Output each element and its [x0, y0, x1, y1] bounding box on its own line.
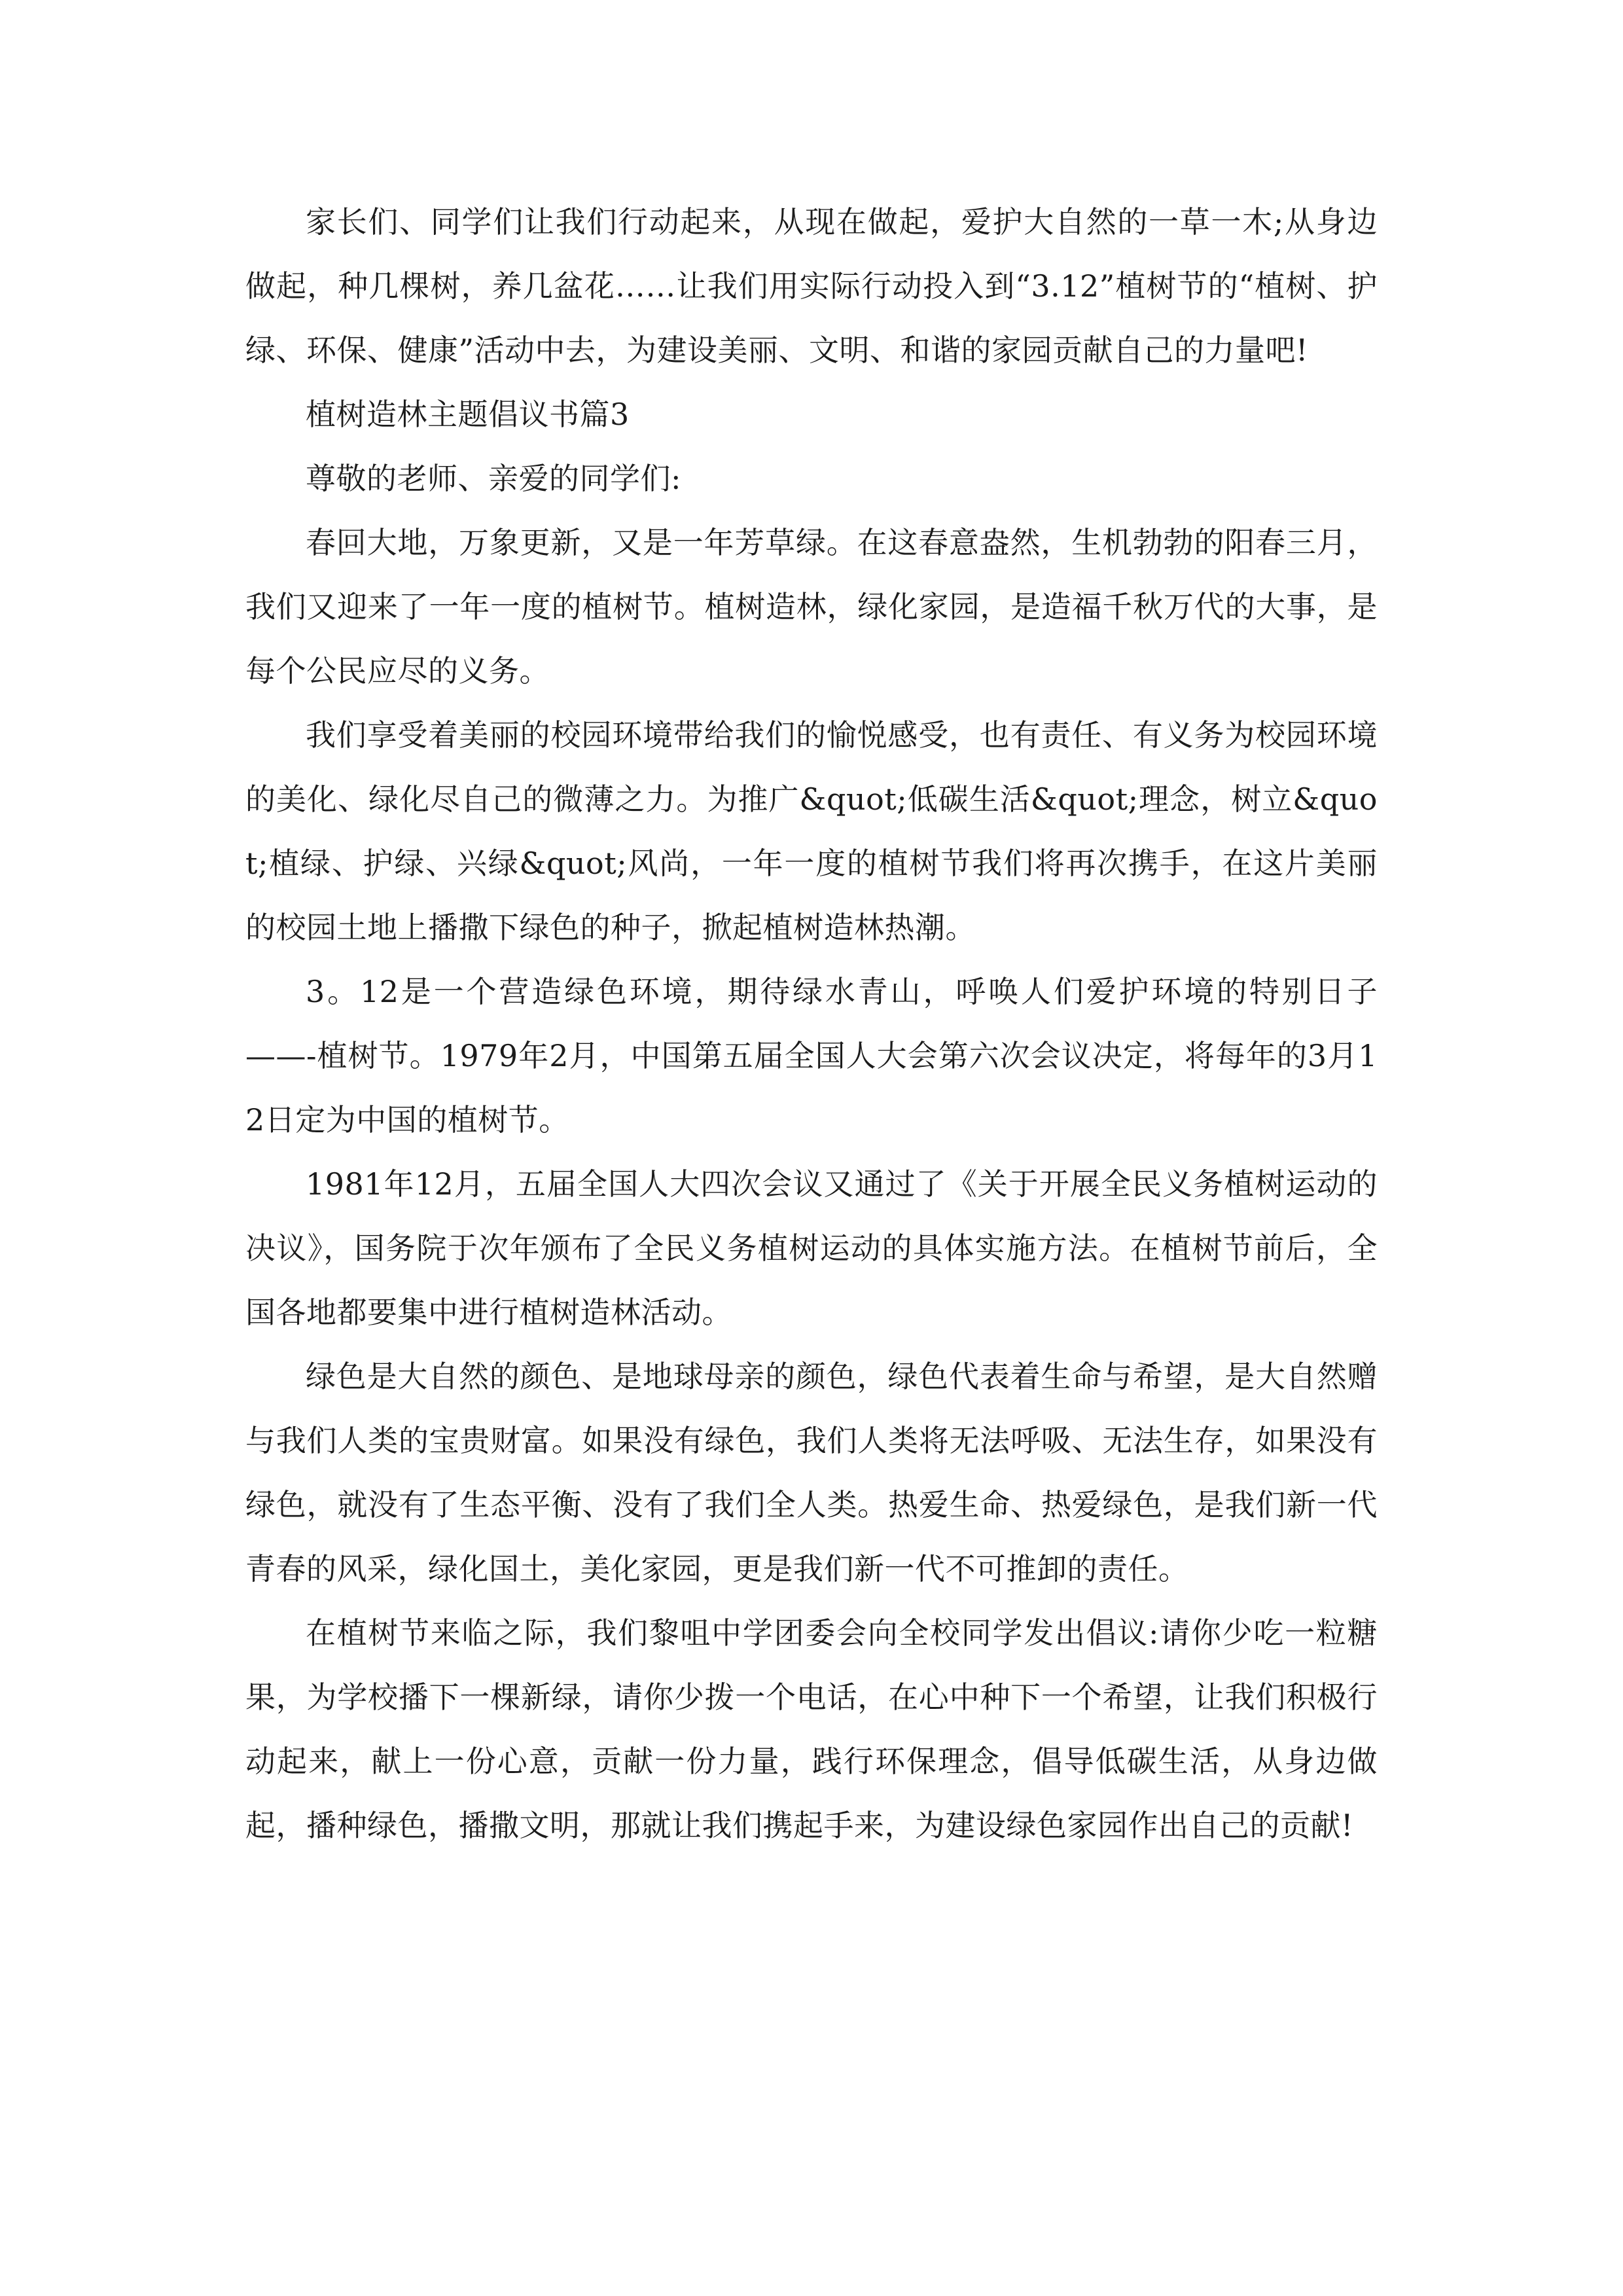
paragraph-campus: 我们享受着美丽的校园环境带给我们的愉悦感受，也有责任、有义务为校园环境的美化、绿化尽自己的微薄之力。为推广&quot;低碳生活&quot;理念，树立&quot;植绿、护绿、兴绿&quot;风尚，一年一度的植树节我们将再次携手，在这片美丽的校园土地上播撒下绿色的种子，掀起植树造林热潮。: [245, 717, 1378, 945]
document-body: [245, 190, 1378, 1857]
section-heading: 植树造林主题倡议书篇3: [306, 397, 630, 432]
paragraph-arbor-day: 3。12是一个营造绿色环境，期待绿水青山，呼唤人们爱护环境的特别日子——-植树节。1979年2月，中国第五届全国人大会第六次会议决定，将每年的3月12日定为中国的植树节。: [245, 974, 1378, 1138]
paragraph-closing-call: 家长们、同学们让我们行动起来，从现在做起，爱护大自然的一草一木;从身边做起，种几棵树，养几盆花……让我们用实际行动投入到“3.12”植树节的“植树、护绿、环保、健康”活动中去，为建设美丽、文明、和谐的家园贡献自己的力量吧!: [245, 204, 1378, 368]
salutation: 尊敬的老师、亲爱的同学们:: [306, 461, 681, 496]
paragraph-spring: 春回大地，万象更新，又是一年芳草绿。在这春意盎然，生机勃勃的阳春三月，我们又迎来了一年一度的植树节。植树造林，绿化家园，是造福千秋万代的大事，是每个公民应尽的义务。: [245, 525, 1378, 689]
paragraph-green: 绿色是大自然的颜色、是地球母亲的颜色，绿色代表着生命与希望，是大自然赠与我们人类的宝贵财富。如果没有绿色，我们人类将无法呼吸、无法生存，如果没有绿色，就没有了生态平衡、没有了我们全人类。热爱生命、热爱绿色，是我们新一代青春的风采，绿化国土，美化家园，更是我们新一代不可推卸的责任。: [245, 1359, 1378, 1587]
paragraph-1981: 1981年12月，五届全国人大四次会议又通过了《关于开展全民义务植树运动的决议》，国务院于次年颁布了全民义务植树运动的具体实施方法。在植树节前后，全国各地都要集中进行植树造林活动。: [245, 1166, 1378, 1330]
paragraph-proposal: 在植树节来临之际，我们黎咀中学团委会向全校同学发出倡议:请你少吃一粒糖果，为学校播下一棵新绿，请你少拨一个电话，在心中种下一个希望，让我们积极行动起来，献上一份心意，贡献一份力量，践行环保理念，倡导低碳生活，从身边做起，播种绿色，播撒文明，那就让我们携起手来，为建设绿色家园作出自己的贡献!: [245, 1615, 1378, 1843]
